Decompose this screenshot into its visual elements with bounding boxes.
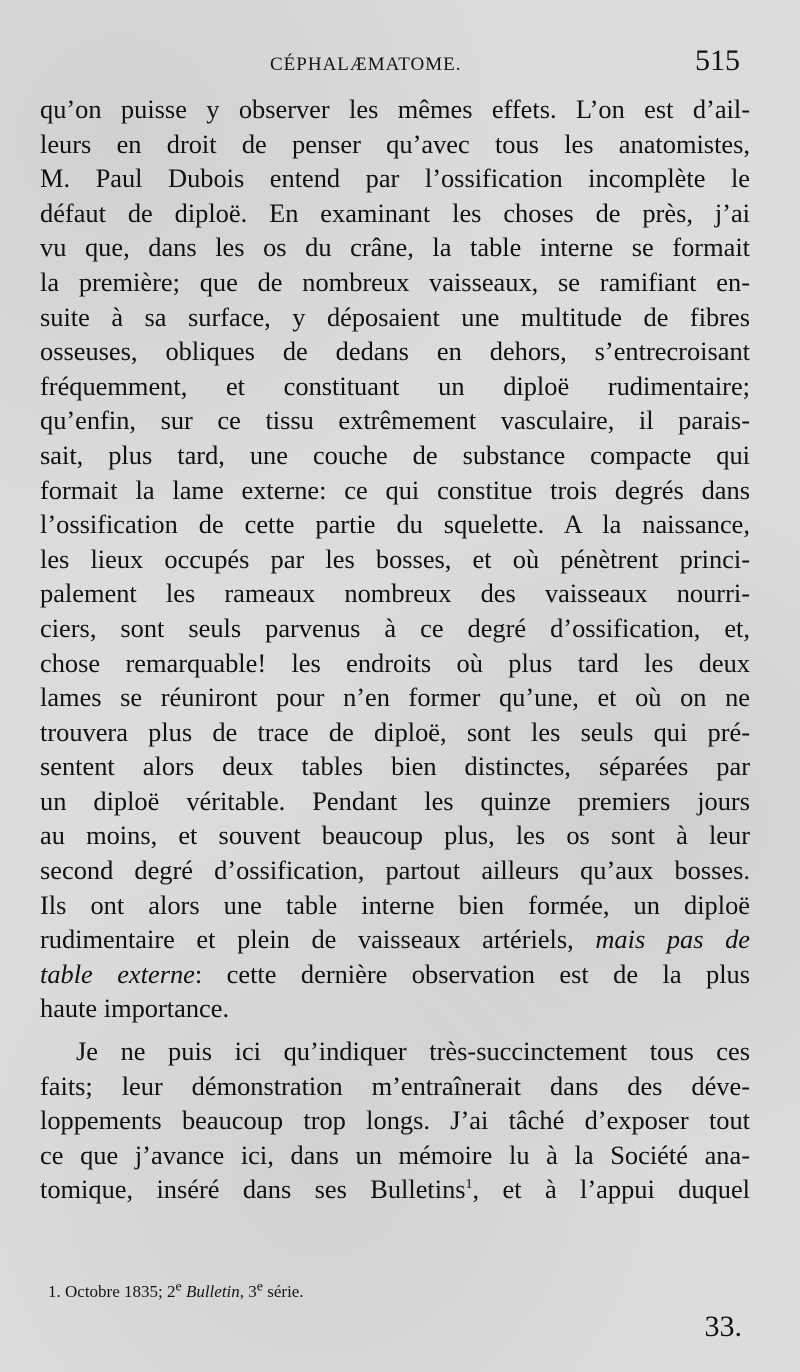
text-line: palement les rameaux nombreux des vaisseaux nourri- [40,578,750,609]
footnote-text: , 3 [239,1282,257,1301]
text-line: les lieux occupés par les bosses, et où pénètrent princi- [40,543,750,574]
superscript: e [256,1279,263,1295]
text-line: défaut de diploë. En examinant les choses de près, j’ai [40,197,750,228]
text-run: , et à l’appui duquel [472,1174,750,1205]
paragraph-1 [40,92,750,1026]
text-line: la première; que de nombreux vaisseaux, se ramifiant en- [40,266,750,297]
paragraph-2 [40,1034,750,1207]
text-line: Je ne puis ici qu’indiquer très-succinctement tous ces [76,1036,750,1067]
text-line: osseuses, obliques de dedans en dehors, s’entrecroisant [40,336,750,367]
italic-run: table externe [40,958,195,989]
text-line: suite à sa surface, y déposaient une multitude de fibres [40,301,750,332]
footnote-italic: Bulletin [185,1282,240,1301]
page-number: 515 [695,44,740,77]
footnote-text: série. [263,1282,304,1301]
text-run: : cette dernière observation est de la plus [194,958,750,989]
text-line [40,922,750,957]
footnote [48,1279,304,1302]
text-line: M. Paul Dubois entend par l’ossification incomplète le [40,163,750,194]
footnote-number: 1. [48,1282,61,1301]
text-line: ce que j’avance ici, dans un mémoire lu à la Société ana- [40,1139,750,1170]
body-text [40,92,750,1207]
text-line: Ils ont alors une table interne bien formée, un diploë [40,889,750,920]
text-line: formait la lame externe: ce qui constitue trois degrés dans [40,474,750,505]
text-line: faits; leur démonstration m’entraînerait dans des déve- [40,1070,750,1101]
superscript: e [175,1279,182,1295]
footnote-reference: 1 [465,1177,473,1193]
italic-run: mais pas de [595,924,750,955]
text-line: loppements beaucoup trop longs. J’ai tâché d’exposer tout [40,1105,750,1136]
text-line: fréquemment, et constituant un diploë rudimentaire; [40,370,750,401]
text-line: haute importance. [40,993,230,1024]
text-line: un diploë véritable. Pendant les quinze premiers jours [40,785,750,816]
text-run: rudimentaire et plein de vaisseaux artériels, [40,924,596,955]
text-line: trouvera plus de trace de diploë, sont les seuls qui pré- [40,716,750,747]
text-line: sait, plus tard, une couche de substance compacte qui [40,439,750,470]
paragraph-gap [40,1026,750,1034]
text-line: second degré d’ossification, partout ailleurs qu’aux bosses. [40,855,750,886]
text-line [40,957,750,992]
text-line: au moins, et souvent beaucoup plus, les os sont à leur [40,820,750,851]
text-line: vu que, dans les os du crâne, la table interne se formait [40,232,750,263]
text-line: qu’enfin, sur ce tissu extrêmement vasculaire, il parais- [40,405,750,436]
text-line: leurs en droit de penser qu’avec tous les anatomistes, [40,128,750,159]
text-line: chose remarquable! les endroits où plus tard les deux [40,647,750,678]
text-line: lames se réuniront pour n’en former qu’une, et où on ne [40,682,750,713]
running-title: CÉPHALÆMATOME. [270,54,462,75]
footnote-text: Octobre 1835; 2 [60,1282,176,1301]
text-line: l’ossification de cette partie du squelette. A la naissance, [40,509,750,540]
text-line [40,1172,750,1207]
page-header [40,44,740,84]
text-line: qu’on puisse y observer les mêmes effets. L’on est d’ail- [40,94,750,124]
text-line: ciers, sont seuls parvenus à ce degré d’ossification, et, [40,612,750,643]
signature-mark: 33. [704,1310,742,1343]
text-run: tomique, inséré dans ses Bulletins [40,1174,466,1205]
text-line: sentent alors deux tables bien distinctes, séparées par [40,751,750,782]
